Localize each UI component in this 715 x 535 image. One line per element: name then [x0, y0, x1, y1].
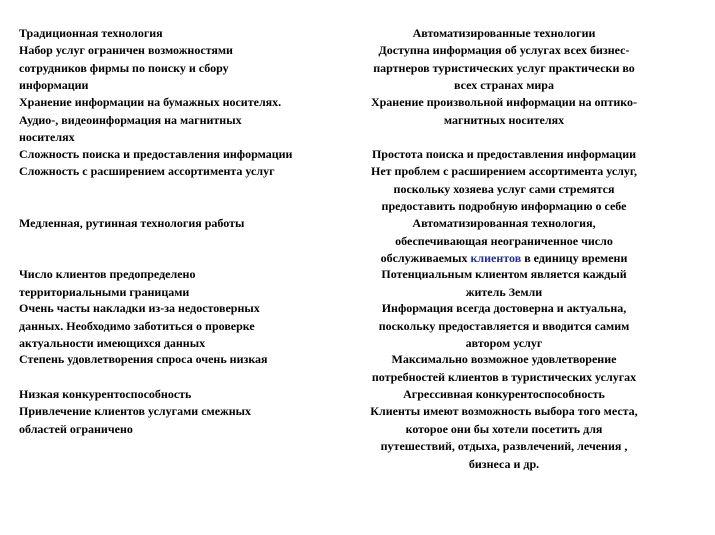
traditional-service-set: Набор услуг ограничен возможностями сотрудников фирмы по поиску и сбору информации [19, 43, 233, 92]
traditional-storage: Хранение информации на бумажных носителях. Аудио-, видеоинформация на магнитных носителях [19, 95, 282, 144]
automated-competitiveness: Агрессивная конкурентоспособность [403, 387, 605, 401]
header-automated: Автоматизированные технологии [412, 26, 596, 40]
automated-storage: Хранение произвольной информации на оптико- магнитных носителях [370, 95, 638, 127]
automated-technology [344, 215, 664, 268]
traditional-data-reliability: Очень часты накладки из-за недостоверных данных. Необходимо заботиться о проверке актуальности имеющихся данных [19, 301, 260, 350]
traditional-assortment: Сложность с расширением ассортимента услуг [19, 164, 275, 178]
automated-assortment: Нет проблем с расширением ассортимента услуг, поскольку хозяева услуг сами стремятся предоставить подробную информацию о себе [371, 164, 637, 213]
automated-technology-text-start: Автоматизированная технология, обеспечивающая неограниченное число обслуживаемых [380, 216, 613, 265]
automated-attraction: Клиенты имеют возможность выбора того места, которое они бы хотели посетить для путешествий, отдыха, развлечений, лечения , бизнеса и др. [370, 404, 638, 471]
header-traditional: Традиционная технология [19, 26, 163, 40]
automated-technology-text-end: в единицу времени [521, 251, 628, 265]
clients-highlight: клиентов [470, 251, 522, 265]
traditional-attraction: Привлечение клиентов услугами смежных областей ограничено [19, 404, 252, 436]
traditional-clients: Число клиентов предопределено территориальными границами [19, 267, 196, 299]
automated-service-set: Доступна информация об услугах всех бизнес- партнеров туристических услуг практически во всех странах мира [373, 43, 635, 92]
automated-data-reliability: Информация всегда достоверна и актуальна, поскольку предоставляется и вводится самим автором услуг [378, 301, 630, 350]
automated-demand: Максимально возможное удовлетворение потребностей клиентов в туристических услугах [371, 352, 637, 384]
traditional-competitiveness: Низкая конкурентоспособность [19, 387, 192, 401]
traditional-demand: Степень удовлетворения спроса очень низкая [19, 352, 268, 366]
traditional-search: Сложность поиска и предоставления информации [19, 147, 293, 161]
automated-search: Простота поиска и предоставления информации [371, 147, 637, 161]
traditional-technology: Медленная, рутинная технология работы [19, 216, 245, 230]
automated-clients: Потенциальным клиентом является каждый житель Земли [381, 267, 627, 299]
